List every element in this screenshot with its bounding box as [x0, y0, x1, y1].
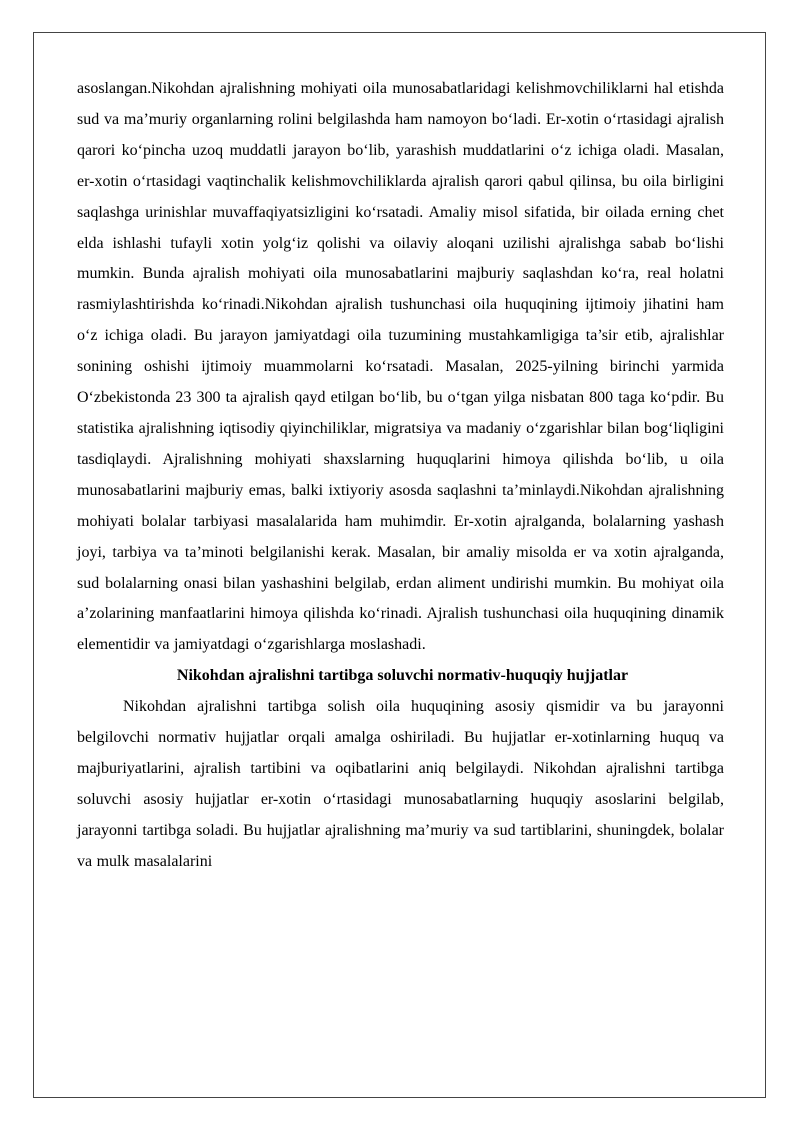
section-heading: Nikohdan ajralishni tartibga soluvchi normativ-huquqiy hujjatlar	[176, 667, 629, 685]
body-paragraph: Nikohdan ajralishni tartibga solish oila huquqining asosiy qismidir va bu jarayonni belgilovchi normativ hujjatlar orqali amalga oshiriladi. Bu hujjatlar er-xotinlarning huquq va majburiyatlarini, ajralish tartibini va oqibatlarini aniq belgilaydi. Nikohdan ajralishni tartibga soluvchi asosiy hujjatlar er-xotin o‘rtasidagi munosabatlarning huquqiy asoslarini belgilab, jarayonni tartibga soladi. Bu hujjatlar ajralishning ma’muriy va sud tartiblarini, shuningdek, bolalar va mulk masalalarini	[77, 698, 724, 870]
document-body	[77, 74, 724, 878]
body-paragraph: asoslangan.Nikohdan ajralishning mohiyati oila munosabatlaridagi kelishmovchiliklarni hal etishda sud va ma’muriy organlarning rolini belgilashda ham namoyon bo‘ladi. Er-xotin o‘rtasidagi ajralish qarori ko‘pincha uzoq muddatli jarayon bo‘lib, yarashish muddatlarini o‘z ichiga oladi. Masalan, er-xotin o‘rtasidagi vaqtinchalik kelishmovchiliklarda ajralish qarori qabul qilinsa, bu oila birligini saqlashga urinishlar muvaffaqiyatsizligini ko‘rsatadi. Amaliy misol sifatida, bir oilada erning chet elda ishlashi tufayli xotin yolg‘iz qolishi va oilaviy aloqani uzilishi ajralishga sabab bo‘lishi mumkin. Bunda ajralish mohiyati oila munosabatlarini majburiy saqlashdan ko‘ra, real holatni rasmiylashtirishda ko‘rinadi.Nikohdan ajralish tushunchasi oila huquqining ijtimoiy jihatini ham o‘z ichiga oladi. Bu jarayon jamiyatdagi oila tuzumining mustahkamligiga ta’sir etib, ajralishlar sonining oshishi ijtimoiy muammolarni ko‘rsatadi. Masalan, 2025-yilning birinchi yarmida O‘zbekistonda 23 300 ta ajralish qayd etilgan bo‘lib, bu o‘tgan yilga nisbatan 800 taga ko‘pdir. Bu statistika ajralishning iqtisodiy qiyinchiliklar, migratsiya va madaniy o‘zgarishlar bilan bog‘liqligini tasdiqlaydi. Ajralishning mohiyati shaxslarning huquqlarini himoya qilishda bo‘lib, u oila munosabatlarini majburiy emas, balki ixtiyoriy asosda saqlashni ta’minlaydi.Nikohdan ajralishning mohiyati bolalar tarbiyasi masalalarida ham muhimdir. Er-xotin ajralganda, bolalarning yashash joyi, tarbiya va ta’minoti belgilanishi kerak. Masalan, bir amaliy misolda er va xotin ajralganda, sud bolalarning onasi bilan yashashini belgilab, erdan aliment undirishi mumkin. Bu mohiyat oila a’zolarining manfaatlarini himoya qilishda ko‘rinadi. Ajralish tushunchasi oila huquqining dinamik elementidir va jamiyatdagi o‘zgarishlarga moslashadi.	[77, 80, 724, 654]
